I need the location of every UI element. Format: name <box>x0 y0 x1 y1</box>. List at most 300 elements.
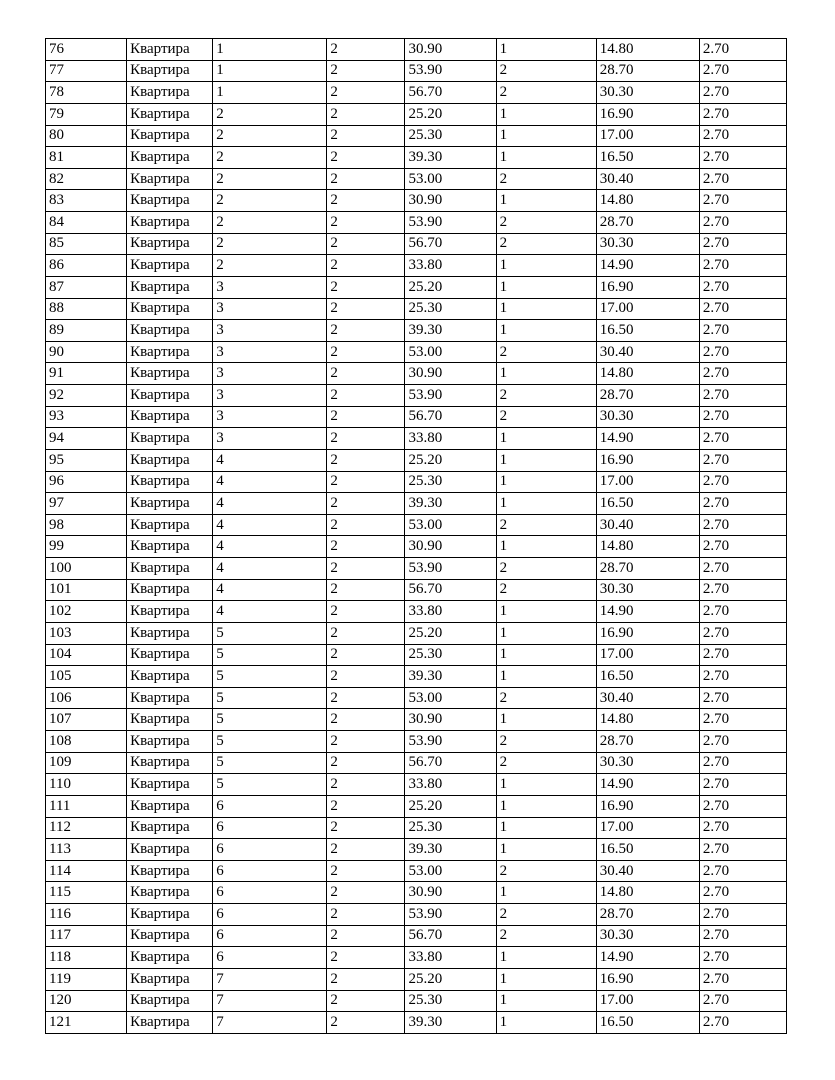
table-cell-living_area: 14.90 <box>596 601 699 623</box>
table-cell-object_type: Квартира <box>127 190 213 212</box>
table-cell-living_area: 16.50 <box>596 147 699 169</box>
table-cell-entrance: 2 <box>327 601 405 623</box>
table-cell-ceiling_height: 2.70 <box>699 839 786 861</box>
table-cell-object_type: Квартира <box>127 385 213 407</box>
table-cell-ceiling_height: 2.70 <box>699 320 786 342</box>
table-cell-entrance: 2 <box>327 298 405 320</box>
table-cell-room_count: 1 <box>496 320 596 342</box>
table-cell-ceiling_height: 2.70 <box>699 39 786 61</box>
table-cell-entrance: 2 <box>327 579 405 601</box>
table-cell-total_area: 25.30 <box>405 644 496 666</box>
table-cell-row_number: 87 <box>46 276 127 298</box>
table-cell-ceiling_height: 2.70 <box>699 601 786 623</box>
table-cell-total_area: 25.30 <box>405 990 496 1012</box>
table-cell-total_area: 30.90 <box>405 882 496 904</box>
table-cell-total_area: 30.90 <box>405 39 496 61</box>
table-cell-object_type: Квартира <box>127 514 213 536</box>
table-cell-living_area: 14.90 <box>596 774 699 796</box>
table-cell-total_area: 25.20 <box>405 968 496 990</box>
table-cell-floor: 5 <box>213 687 327 709</box>
table-cell-room_count: 1 <box>496 644 596 666</box>
table-row <box>46 860 787 882</box>
table-row <box>46 882 787 904</box>
table-cell-row_number: 100 <box>46 558 127 580</box>
table-cell-room_count: 1 <box>496 882 596 904</box>
table-cell-object_type: Квартира <box>127 925 213 947</box>
table-cell-row_number: 110 <box>46 774 127 796</box>
table-cell-living_area: 14.80 <box>596 363 699 385</box>
table-cell-room_count: 1 <box>496 363 596 385</box>
table-cell-row_number: 97 <box>46 493 127 515</box>
table-cell-room_count: 1 <box>496 622 596 644</box>
table-cell-object_type: Квартира <box>127 990 213 1012</box>
table-cell-object_type: Квартира <box>127 882 213 904</box>
table-cell-row_number: 88 <box>46 298 127 320</box>
table-cell-row_number: 116 <box>46 904 127 926</box>
table-cell-entrance: 2 <box>327 103 405 125</box>
table-cell-object_type: Квартира <box>127 709 213 731</box>
table-cell-object_type: Квартира <box>127 795 213 817</box>
table-cell-entrance: 2 <box>327 212 405 234</box>
table-cell-ceiling_height: 2.70 <box>699 428 786 450</box>
table-row <box>46 385 787 407</box>
table-cell-total_area: 56.70 <box>405 925 496 947</box>
table-cell-entrance: 2 <box>327 493 405 515</box>
table-row <box>46 60 787 82</box>
table-cell-room_count: 1 <box>496 817 596 839</box>
table-cell-floor: 2 <box>213 147 327 169</box>
table-row <box>46 817 787 839</box>
table-row <box>46 644 787 666</box>
table-row <box>46 298 787 320</box>
table-cell-ceiling_height: 2.70 <box>699 817 786 839</box>
table-cell-ceiling_height: 2.70 <box>699 255 786 277</box>
table-cell-room_count: 1 <box>496 990 596 1012</box>
table-cell-living_area: 14.80 <box>596 536 699 558</box>
table-cell-entrance: 2 <box>327 622 405 644</box>
table-row <box>46 601 787 623</box>
table-cell-floor: 4 <box>213 601 327 623</box>
table-cell-total_area: 25.20 <box>405 622 496 644</box>
table-cell-room_count: 2 <box>496 406 596 428</box>
table-row <box>46 428 787 450</box>
table-cell-living_area: 16.90 <box>596 968 699 990</box>
table-cell-living_area: 16.90 <box>596 622 699 644</box>
table-cell-ceiling_height: 2.70 <box>699 1012 786 1034</box>
table-cell-object_type: Квартира <box>127 493 213 515</box>
table-cell-room_count: 2 <box>496 579 596 601</box>
table-cell-object_type: Квартира <box>127 947 213 969</box>
table-cell-entrance: 2 <box>327 752 405 774</box>
table-cell-entrance: 2 <box>327 449 405 471</box>
table-cell-row_number: 103 <box>46 622 127 644</box>
table-cell-total_area: 25.20 <box>405 795 496 817</box>
table-cell-room_count: 1 <box>496 1012 596 1034</box>
table-row <box>46 795 787 817</box>
table-cell-living_area: 14.80 <box>596 39 699 61</box>
table-cell-ceiling_height: 2.70 <box>699 212 786 234</box>
table-cell-entrance: 2 <box>327 687 405 709</box>
table-cell-total_area: 25.30 <box>405 298 496 320</box>
table-cell-entrance: 2 <box>327 255 405 277</box>
table-cell-object_type: Квартира <box>127 82 213 104</box>
table-cell-entrance: 2 <box>327 904 405 926</box>
table-cell-ceiling_height: 2.70 <box>699 795 786 817</box>
table-cell-living_area: 30.40 <box>596 514 699 536</box>
table-cell-total_area: 30.90 <box>405 536 496 558</box>
table-cell-room_count: 1 <box>496 774 596 796</box>
table-cell-object_type: Квартира <box>127 428 213 450</box>
table-cell-entrance: 2 <box>327 817 405 839</box>
table-cell-object_type: Квартира <box>127 103 213 125</box>
table-cell-entrance: 2 <box>327 428 405 450</box>
table-cell-floor: 6 <box>213 947 327 969</box>
table-cell-object_type: Квартира <box>127 968 213 990</box>
table-cell-ceiling_height: 2.70 <box>699 125 786 147</box>
table-cell-row_number: 77 <box>46 60 127 82</box>
table-cell-row_number: 78 <box>46 82 127 104</box>
table-cell-row_number: 85 <box>46 233 127 255</box>
table-cell-row_number: 99 <box>46 536 127 558</box>
table-cell-room_count: 1 <box>496 255 596 277</box>
table-row <box>46 579 787 601</box>
table-cell-total_area: 53.00 <box>405 687 496 709</box>
table-cell-ceiling_height: 2.70 <box>699 774 786 796</box>
table-cell-living_area: 28.70 <box>596 731 699 753</box>
table-cell-row_number: 76 <box>46 39 127 61</box>
table-row <box>46 168 787 190</box>
table-cell-room_count: 1 <box>496 601 596 623</box>
table-cell-object_type: Квартира <box>127 731 213 753</box>
table-row <box>46 471 787 493</box>
table-row <box>46 558 787 580</box>
table-cell-ceiling_height: 2.70 <box>699 82 786 104</box>
table-cell-floor: 3 <box>213 428 327 450</box>
table-cell-object_type: Квартира <box>127 147 213 169</box>
table-cell-entrance: 2 <box>327 39 405 61</box>
table-cell-room_count: 1 <box>496 428 596 450</box>
table-cell-entrance: 2 <box>327 190 405 212</box>
table-row <box>46 103 787 125</box>
table-cell-floor: 4 <box>213 514 327 536</box>
table-cell-ceiling_height: 2.70 <box>699 363 786 385</box>
table-cell-total_area: 53.90 <box>405 731 496 753</box>
table-cell-room_count: 1 <box>496 666 596 688</box>
table-cell-total_area: 25.20 <box>405 276 496 298</box>
table-cell-ceiling_height: 2.70 <box>699 514 786 536</box>
table-cell-object_type: Квартира <box>127 774 213 796</box>
table-cell-room_count: 1 <box>496 536 596 558</box>
table-cell-total_area: 25.20 <box>405 103 496 125</box>
table-cell-floor: 6 <box>213 860 327 882</box>
table-cell-room_count: 1 <box>496 709 596 731</box>
table-cell-row_number: 108 <box>46 731 127 753</box>
table-cell-row_number: 90 <box>46 341 127 363</box>
table-cell-row_number: 101 <box>46 579 127 601</box>
table-cell-ceiling_height: 2.70 <box>699 752 786 774</box>
table-cell-room_count: 2 <box>496 60 596 82</box>
table-cell-total_area: 25.30 <box>405 471 496 493</box>
table-cell-living_area: 30.30 <box>596 579 699 601</box>
table-cell-entrance: 2 <box>327 839 405 861</box>
table-cell-object_type: Квартира <box>127 666 213 688</box>
table-cell-room_count: 2 <box>496 341 596 363</box>
table-cell-object_type: Квартира <box>127 536 213 558</box>
table-cell-entrance: 2 <box>327 666 405 688</box>
table-cell-ceiling_height: 2.70 <box>699 558 786 580</box>
apartments-table-body <box>46 39 787 1034</box>
table-row <box>46 947 787 969</box>
table-cell-entrance: 2 <box>327 276 405 298</box>
table-row <box>46 190 787 212</box>
table-cell-object_type: Квартира <box>127 168 213 190</box>
table-cell-object_type: Квартира <box>127 341 213 363</box>
table-cell-room_count: 1 <box>496 968 596 990</box>
table-cell-room_count: 1 <box>496 839 596 861</box>
table-cell-object_type: Квартира <box>127 276 213 298</box>
table-cell-row_number: 92 <box>46 385 127 407</box>
table-cell-living_area: 30.30 <box>596 82 699 104</box>
table-cell-object_type: Квартира <box>127 39 213 61</box>
table-cell-ceiling_height: 2.70 <box>699 644 786 666</box>
table-cell-living_area: 17.00 <box>596 125 699 147</box>
table-cell-floor: 6 <box>213 795 327 817</box>
table-cell-floor: 3 <box>213 363 327 385</box>
table-cell-floor: 5 <box>213 731 327 753</box>
table-cell-living_area: 30.30 <box>596 406 699 428</box>
table-cell-floor: 2 <box>213 233 327 255</box>
table-cell-floor: 5 <box>213 774 327 796</box>
table-cell-room_count: 2 <box>496 212 596 234</box>
table-cell-room_count: 1 <box>496 103 596 125</box>
table-cell-floor: 5 <box>213 622 327 644</box>
table-cell-row_number: 86 <box>46 255 127 277</box>
table-cell-object_type: Квартира <box>127 125 213 147</box>
table-cell-floor: 3 <box>213 320 327 342</box>
table-cell-row_number: 94 <box>46 428 127 450</box>
table-cell-entrance: 2 <box>327 60 405 82</box>
table-cell-total_area: 33.80 <box>405 255 496 277</box>
table-row <box>46 687 787 709</box>
table-cell-row_number: 105 <box>46 666 127 688</box>
table-cell-living_area: 16.50 <box>596 839 699 861</box>
table-cell-ceiling_height: 2.70 <box>699 687 786 709</box>
table-cell-entrance: 2 <box>327 147 405 169</box>
table-cell-row_number: 109 <box>46 752 127 774</box>
table-cell-row_number: 89 <box>46 320 127 342</box>
table-cell-object_type: Квартира <box>127 298 213 320</box>
table-row <box>46 147 787 169</box>
table-cell-total_area: 33.80 <box>405 947 496 969</box>
table-cell-room_count: 1 <box>496 449 596 471</box>
table-cell-living_area: 16.90 <box>596 795 699 817</box>
table-row <box>46 212 787 234</box>
table-cell-floor: 3 <box>213 385 327 407</box>
table-cell-ceiling_height: 2.70 <box>699 385 786 407</box>
table-cell-entrance: 2 <box>327 731 405 753</box>
table-cell-entrance: 2 <box>327 882 405 904</box>
table-cell-entrance: 2 <box>327 860 405 882</box>
apartments-table <box>45 38 787 1034</box>
table-cell-floor: 2 <box>213 255 327 277</box>
table-cell-living_area: 16.50 <box>596 1012 699 1034</box>
table-row <box>46 341 787 363</box>
table-cell-ceiling_height: 2.70 <box>699 882 786 904</box>
table-cell-ceiling_height: 2.70 <box>699 666 786 688</box>
table-row <box>46 968 787 990</box>
table-cell-floor: 6 <box>213 904 327 926</box>
table-cell-entrance: 2 <box>327 968 405 990</box>
table-cell-ceiling_height: 2.70 <box>699 341 786 363</box>
table-row <box>46 255 787 277</box>
table-row <box>46 82 787 104</box>
table-cell-total_area: 53.00 <box>405 168 496 190</box>
table-cell-floor: 4 <box>213 558 327 580</box>
table-cell-object_type: Квартира <box>127 644 213 666</box>
table-cell-total_area: 56.70 <box>405 752 496 774</box>
table-cell-living_area: 16.50 <box>596 666 699 688</box>
table-cell-row_number: 106 <box>46 687 127 709</box>
table-cell-total_area: 56.70 <box>405 233 496 255</box>
table-cell-room_count: 2 <box>496 860 596 882</box>
table-cell-ceiling_height: 2.70 <box>699 103 786 125</box>
table-cell-entrance: 2 <box>327 644 405 666</box>
table-cell-floor: 5 <box>213 666 327 688</box>
table-cell-row_number: 121 <box>46 1012 127 1034</box>
table-cell-living_area: 14.80 <box>596 190 699 212</box>
table-row <box>46 320 787 342</box>
table-cell-entrance: 2 <box>327 82 405 104</box>
table-cell-floor: 3 <box>213 341 327 363</box>
table-cell-object_type: Квартира <box>127 471 213 493</box>
table-cell-room_count: 1 <box>496 39 596 61</box>
table-cell-object_type: Квартира <box>127 233 213 255</box>
table-cell-room_count: 2 <box>496 385 596 407</box>
table-row <box>46 1012 787 1034</box>
table-row <box>46 709 787 731</box>
table-cell-total_area: 56.70 <box>405 579 496 601</box>
table-cell-room_count: 1 <box>496 947 596 969</box>
table-cell-floor: 7 <box>213 990 327 1012</box>
table-cell-total_area: 53.00 <box>405 341 496 363</box>
table-cell-floor: 5 <box>213 709 327 731</box>
table-cell-total_area: 39.30 <box>405 147 496 169</box>
table-cell-living_area: 28.70 <box>596 385 699 407</box>
table-cell-ceiling_height: 2.70 <box>699 860 786 882</box>
table-cell-total_area: 53.00 <box>405 860 496 882</box>
table-cell-entrance: 2 <box>327 320 405 342</box>
table-cell-ceiling_height: 2.70 <box>699 968 786 990</box>
table-cell-room_count: 1 <box>496 147 596 169</box>
table-cell-row_number: 113 <box>46 839 127 861</box>
table-cell-floor: 5 <box>213 752 327 774</box>
table-cell-room_count: 1 <box>496 795 596 817</box>
table-cell-row_number: 118 <box>46 947 127 969</box>
table-row <box>46 536 787 558</box>
table-cell-ceiling_height: 2.70 <box>699 947 786 969</box>
table-cell-floor: 6 <box>213 882 327 904</box>
table-cell-ceiling_height: 2.70 <box>699 622 786 644</box>
table-cell-entrance: 2 <box>327 947 405 969</box>
table-cell-row_number: 115 <box>46 882 127 904</box>
table-cell-object_type: Квартира <box>127 860 213 882</box>
table-cell-room_count: 1 <box>496 493 596 515</box>
table-cell-total_area: 25.30 <box>405 817 496 839</box>
table-cell-floor: 6 <box>213 925 327 947</box>
table-cell-living_area: 16.50 <box>596 320 699 342</box>
table-row <box>46 125 787 147</box>
table-row <box>46 406 787 428</box>
table-cell-living_area: 30.30 <box>596 925 699 947</box>
table-cell-row_number: 102 <box>46 601 127 623</box>
table-cell-ceiling_height: 2.70 <box>699 904 786 926</box>
table-cell-floor: 3 <box>213 276 327 298</box>
table-row <box>46 449 787 471</box>
table-cell-row_number: 79 <box>46 103 127 125</box>
table-cell-floor: 4 <box>213 471 327 493</box>
table-cell-living_area: 16.50 <box>596 493 699 515</box>
table-cell-living_area: 16.90 <box>596 103 699 125</box>
table-cell-entrance: 2 <box>327 536 405 558</box>
table-cell-entrance: 2 <box>327 406 405 428</box>
table-cell-floor: 2 <box>213 212 327 234</box>
table-cell-room_count: 2 <box>496 752 596 774</box>
table-cell-row_number: 107 <box>46 709 127 731</box>
table-cell-row_number: 98 <box>46 514 127 536</box>
table-row <box>46 39 787 61</box>
table-cell-row_number: 81 <box>46 147 127 169</box>
table-cell-entrance: 2 <box>327 341 405 363</box>
table-cell-object_type: Квартира <box>127 60 213 82</box>
table-cell-row_number: 96 <box>46 471 127 493</box>
table-cell-entrance: 2 <box>327 363 405 385</box>
table-row <box>46 493 787 515</box>
table-cell-ceiling_height: 2.70 <box>699 233 786 255</box>
table-cell-ceiling_height: 2.70 <box>699 493 786 515</box>
table-cell-total_area: 56.70 <box>405 82 496 104</box>
table-cell-floor: 1 <box>213 82 327 104</box>
table-cell-entrance: 2 <box>327 385 405 407</box>
table-cell-total_area: 30.90 <box>405 190 496 212</box>
table-cell-row_number: 117 <box>46 925 127 947</box>
table-cell-total_area: 53.90 <box>405 385 496 407</box>
table-cell-floor: 3 <box>213 298 327 320</box>
table-cell-row_number: 120 <box>46 990 127 1012</box>
table-cell-floor: 1 <box>213 39 327 61</box>
table-cell-object_type: Квартира <box>127 579 213 601</box>
table-cell-row_number: 93 <box>46 406 127 428</box>
table-cell-entrance: 2 <box>327 1012 405 1034</box>
table-cell-total_area: 30.90 <box>405 709 496 731</box>
table-cell-floor: 4 <box>213 449 327 471</box>
table-cell-ceiling_height: 2.70 <box>699 168 786 190</box>
table-cell-floor: 5 <box>213 644 327 666</box>
table-cell-living_area: 30.30 <box>596 233 699 255</box>
table-cell-object_type: Квартира <box>127 1012 213 1034</box>
table-cell-total_area: 39.30 <box>405 839 496 861</box>
table-cell-room_count: 2 <box>496 558 596 580</box>
table-cell-ceiling_height: 2.70 <box>699 147 786 169</box>
table-cell-total_area: 39.30 <box>405 1012 496 1034</box>
table-cell-row_number: 111 <box>46 795 127 817</box>
table-cell-living_area: 30.40 <box>596 341 699 363</box>
table-cell-living_area: 16.90 <box>596 449 699 471</box>
table-cell-entrance: 2 <box>327 925 405 947</box>
table-row <box>46 839 787 861</box>
table-cell-total_area: 33.80 <box>405 601 496 623</box>
table-cell-object_type: Квартира <box>127 320 213 342</box>
table-cell-entrance: 2 <box>327 168 405 190</box>
